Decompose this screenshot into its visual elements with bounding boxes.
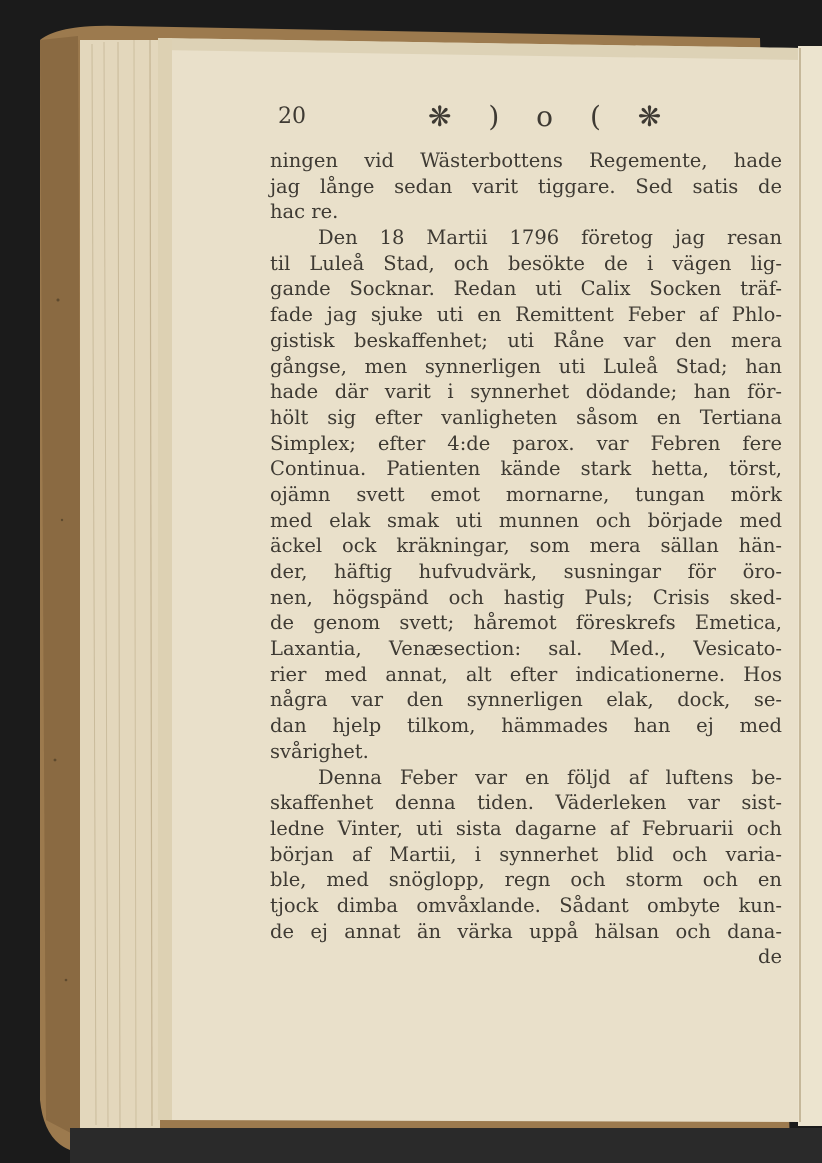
text-line: ojämn svett emot mornarne, tungan mörk [270, 482, 782, 506]
text-line: rier med annat, alt efter indicationerne. Hos [270, 662, 782, 686]
text-line: Laxantia, Venæsection: sal. Med., Vesicato- [270, 637, 782, 661]
body-text [270, 148, 782, 970]
text-line: hade där varit i synnerhet dödande; han för- [270, 380, 782, 404]
text-line: tjock dimba omvåxlande. Sådant ombyte kun- [270, 893, 782, 917]
text-line: de ej annat än värka uppå hälsan och dana- [270, 919, 782, 943]
text-line: ledne Vinter, uti sista dagarne af Februarii och [270, 816, 782, 840]
text-line: Continua. Patienten kände stark hetta, törst, [270, 457, 782, 481]
text-line: äckel ock kräkningar, som mera sällan hän- [270, 534, 782, 558]
text-line: hac re. [270, 200, 339, 224]
text-line: svårighet. [270, 739, 369, 763]
text-line: nen, högspänd och hastig Puls; Crisis sked- [270, 585, 782, 609]
text-line: jag långe sedan varit tiggare. Sed satis de [270, 174, 782, 198]
text-line: de [757, 945, 782, 969]
text-line: skaffenhet denna tiden. Väderleken var sist- [270, 791, 782, 815]
page-text [270, 100, 782, 970]
text-line: Simplex; efter 4:de parox. var Febren fere [270, 431, 782, 455]
text-line: dan hjelp tilkom, hämmades han ej med [270, 714, 782, 738]
text-line: Denna Feber var en följd af luftens be- [318, 765, 782, 789]
text-line: hölt sig efter vanligheten såsom en Tertiana [270, 405, 782, 429]
text-line: fade jag sjuke uti en Remittent Feber af Phlo- [270, 303, 782, 327]
text-line: några var den synnerligen elak, dock, se- [270, 688, 782, 712]
text-line: de genom svett; håremot föreskrefs Emetica, [270, 611, 782, 635]
text-line: gistisk beskaffenhet; uti Råne var den mera [270, 328, 782, 352]
text-line: med elak smak uti munnen och började med [270, 508, 782, 532]
text-line: början af Martii, i synnerhet blid och varia- [270, 842, 782, 866]
text-line: Den 18 Martii 1796 företog jag resan [318, 226, 782, 250]
page-header [270, 100, 782, 148]
running-head: ❋ ) o ( ❋ [428, 100, 676, 133]
text-line: gångse, men synnerligen uti Luleå Stad; han [270, 354, 782, 378]
text-line: gande Socknar. Redan uti Calix Socken träf- [270, 277, 782, 301]
opposite-page [798, 46, 822, 1126]
text-line: ningen vid Wästerbottens Regemente, hade [270, 149, 782, 172]
text-line: der, häftig hufvudvärk, susningar för öro- [270, 560, 782, 583]
text-line: ble, med snöglopp, regn och storm och en [270, 868, 782, 892]
text-line: til Luleå Stad, och besökte de i vägen lig- [270, 251, 782, 275]
page-number: 20 [278, 104, 306, 129]
